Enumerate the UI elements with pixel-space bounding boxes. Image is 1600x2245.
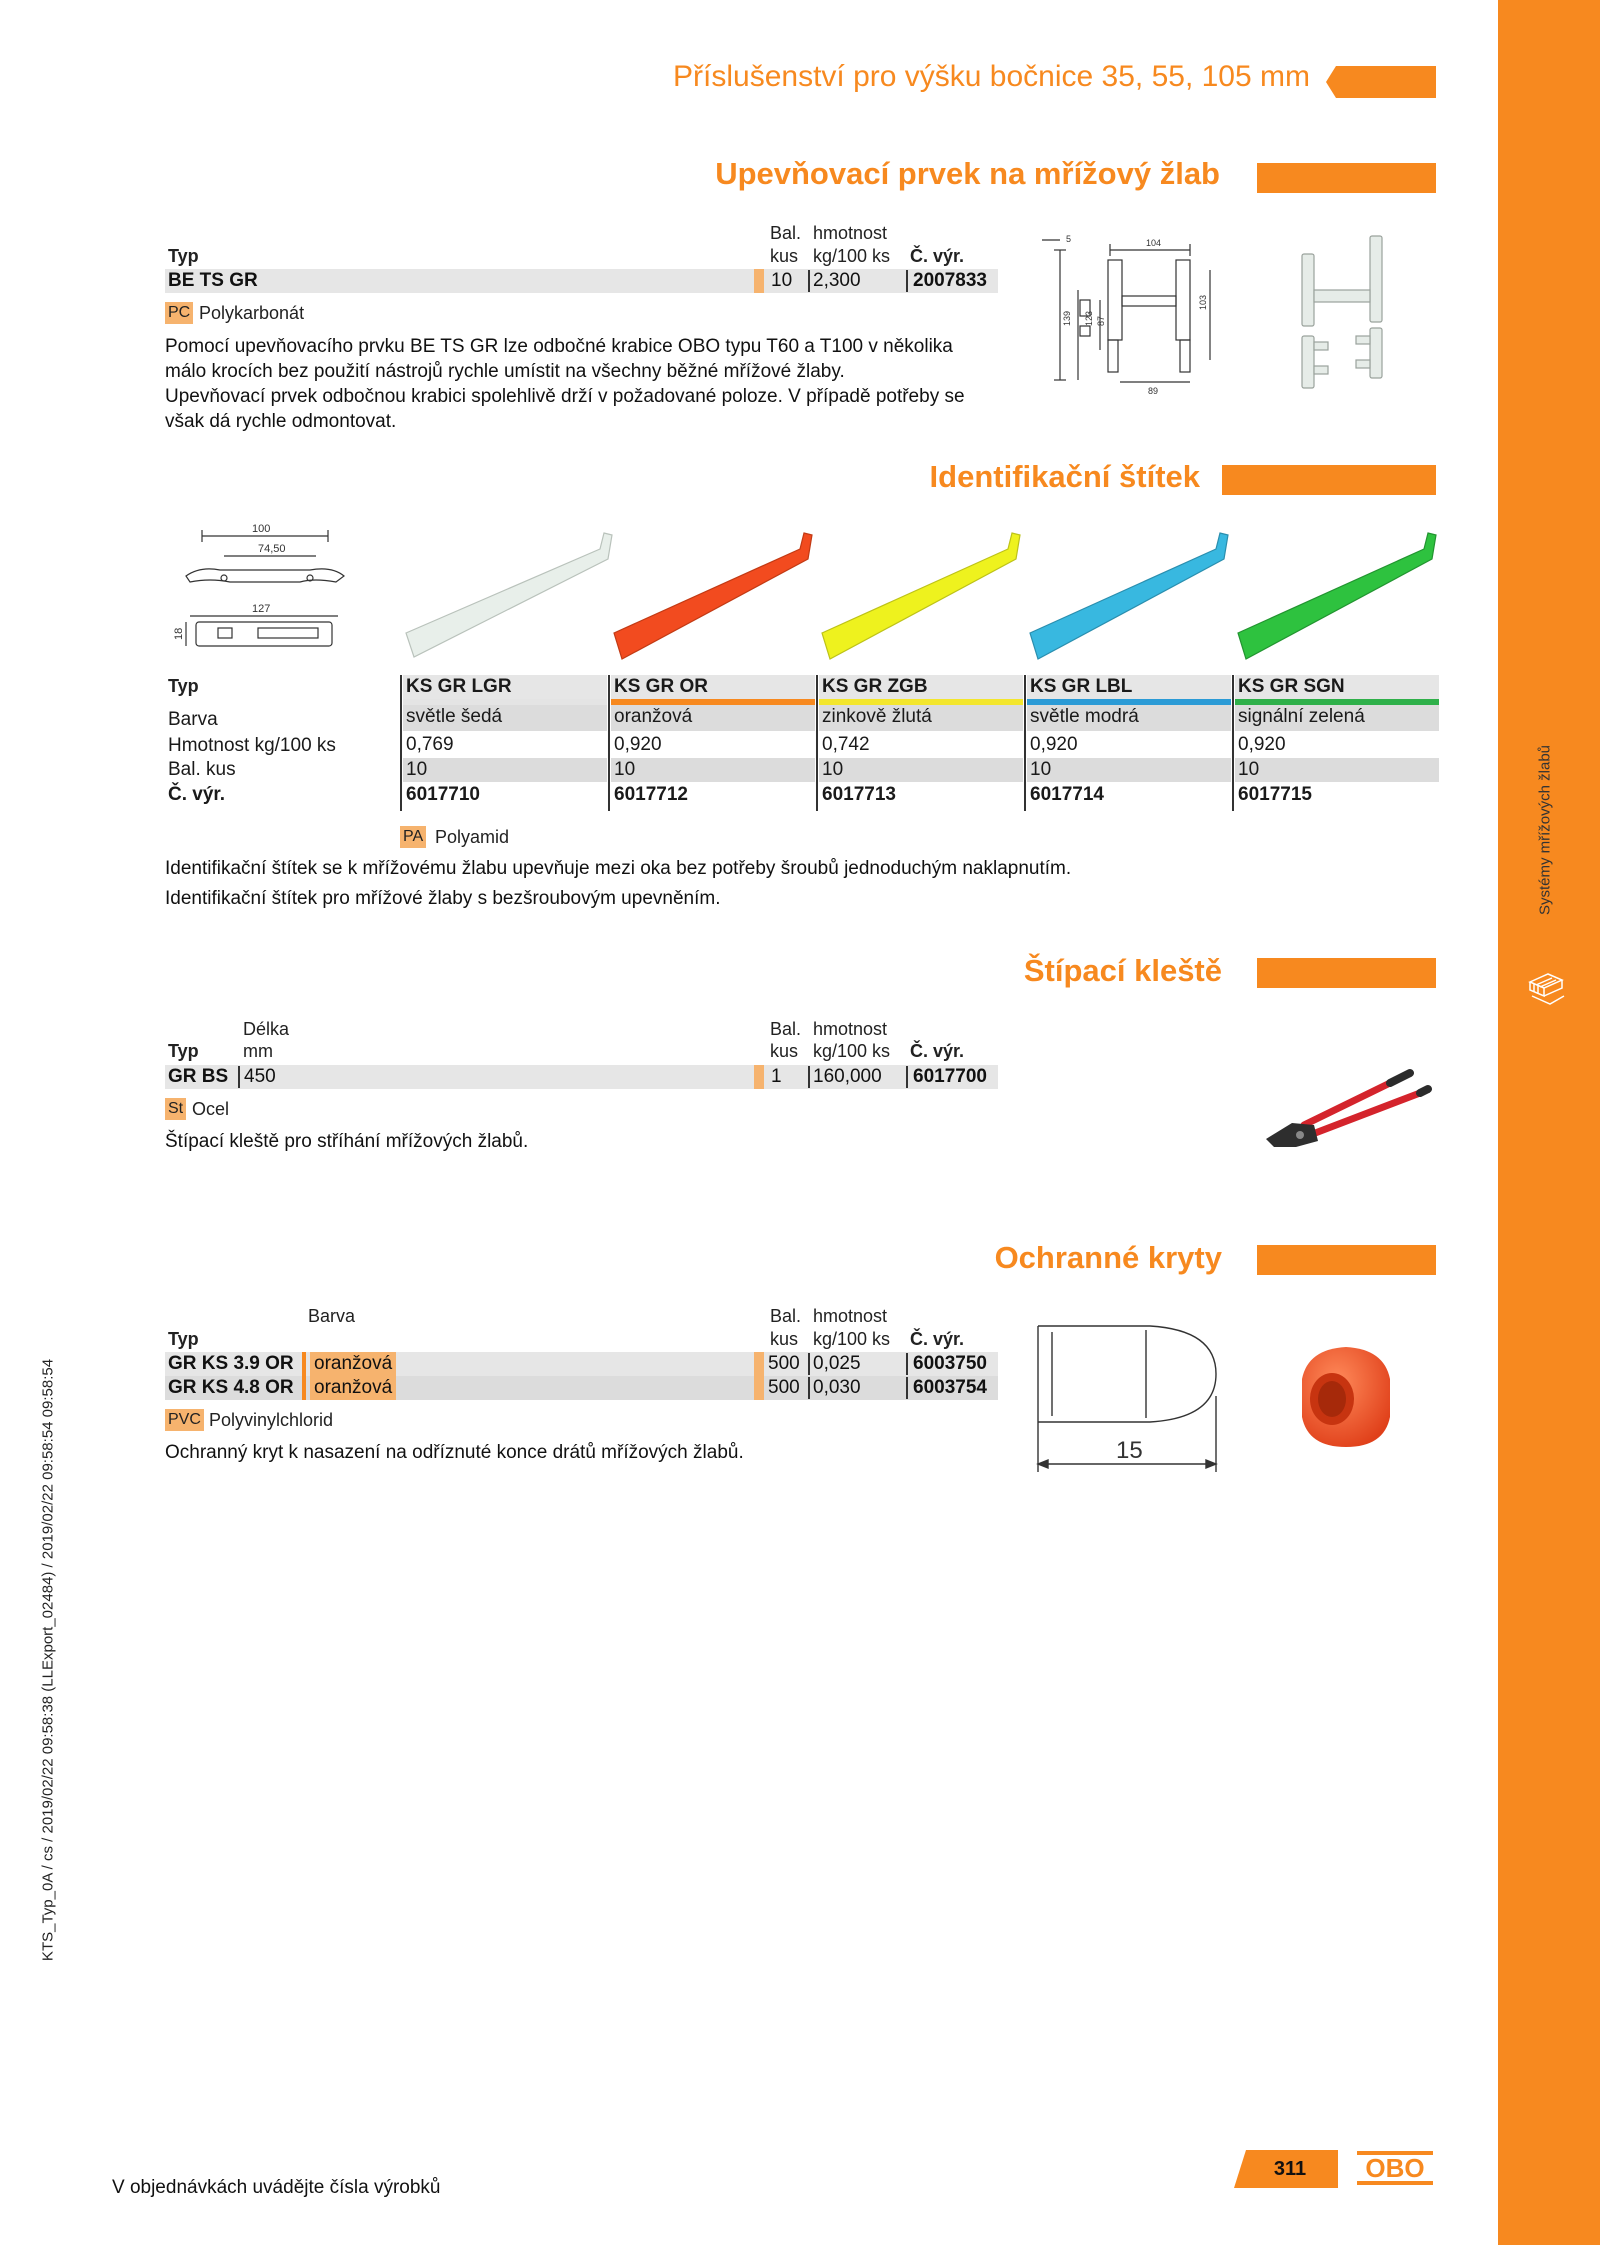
section-accent-bar <box>1257 958 1436 988</box>
cell-barva: oranžová <box>614 706 693 727</box>
col-header-delka: Délka <box>243 1019 290 1039</box>
material-name: Ocel <box>192 1099 230 1119</box>
cell-cvyr: 6017700 <box>913 1066 987 1087</box>
section-title-fixing-element: Upevňovací prvek na mřížový žlab <box>715 156 1220 191</box>
material-badge: PVC <box>165 1409 204 1431</box>
column-divider <box>816 675 818 811</box>
row-separator <box>754 269 764 293</box>
cell-hmotnost: 2,300 <box>813 270 861 291</box>
cell-cvyr: 2007833 <box>913 270 987 291</box>
section-accent-bar <box>1257 163 1436 193</box>
cell-hm: 0,920 <box>614 734 662 755</box>
col-header-bal: Bal. <box>770 223 802 243</box>
cell-bg <box>1235 758 1439 782</box>
column-divider <box>808 1353 810 1375</box>
col-header-cvyr: Č. výr. <box>910 1329 965 1349</box>
col-header-typ: Typ <box>168 1041 199 1061</box>
dim-label: 104 <box>1146 238 1162 248</box>
dim-label: 127 <box>252 603 271 615</box>
page-number: 311 <box>1273 2158 1307 2180</box>
cell-barva: zinkově žlutá <box>822 706 932 727</box>
tag-blue <box>1030 533 1228 659</box>
cell-bal: 10 <box>1238 759 1260 780</box>
cell-barva: světle šedá <box>406 706 503 727</box>
dim-label: 5 <box>1066 234 1072 244</box>
bolt-cutter-photo <box>1262 1065 1432 1155</box>
cell-barva: oranžová <box>310 1376 396 1400</box>
cell-typ: KS GR LBL <box>1030 676 1133 697</box>
cell-cvyr: 6017712 <box>614 784 688 805</box>
material-badge: PC <box>165 302 193 324</box>
description-line: však dá rychle odmontovat. <box>165 411 397 432</box>
dim-label: 100 <box>252 523 271 535</box>
description-line: Pomocí upevňovacího prvku BE TS GR lze odbočné krabice OBO typu T60 a T100 v několika <box>165 336 953 357</box>
col-header-typ: Typ <box>168 1329 199 1349</box>
cable-tray-icon <box>1526 968 1566 1008</box>
column-divider <box>1024 675 1026 811</box>
cell-barva: signální zelená <box>1238 706 1365 727</box>
id-tag-drawing <box>173 522 350 662</box>
material-name: Polyamid <box>435 827 510 847</box>
cell-bal: 1 <box>771 1066 782 1087</box>
description <box>165 334 965 434</box>
cell-typ: KS GR SGN <box>1238 676 1345 697</box>
column-divider <box>808 1377 810 1399</box>
dim-label: 103 <box>1198 294 1208 310</box>
material-name: Polyvinylchlorid <box>209 1410 334 1430</box>
orange-sidebar <box>1498 0 1600 2245</box>
page-header-title: Příslušenství pro výšku bočnice 35, 55, 105 mm <box>673 60 1310 93</box>
print-metadata: KTS_Typ_0A / cs / 2019/02/22 09:58:38 (LLExport_02484) / 2019/02/22 09:58:54 09:58:54 <box>39 1358 57 1962</box>
column-divider <box>808 1066 810 1088</box>
cell-hmotnost: 160,000 <box>813 1066 882 1087</box>
dim-label: 74,50 <box>258 543 286 555</box>
dim-label: 123 <box>1084 310 1094 326</box>
dim-label: 89 <box>1148 386 1159 396</box>
order-note: V objednávkách uvádějte čísla výrobků <box>112 2177 441 2198</box>
cell-bal: 10 <box>406 759 428 780</box>
id-tag-photos <box>400 525 1440 665</box>
col-header-cvyr: Č. výr. <box>910 1041 965 1061</box>
row-label-typ: Typ <box>168 676 199 696</box>
cell-bal: 10 <box>822 759 844 780</box>
cell-bal: 500 <box>768 1353 800 1374</box>
cell-hm: 0,920 <box>1030 734 1078 755</box>
cell-cvyr: 6003754 <box>913 1377 987 1398</box>
column-divider <box>1232 675 1234 811</box>
dim-label: 15 <box>1116 1437 1143 1464</box>
cell-bg <box>819 758 1023 782</box>
description-line: Upevňovací prvek odbočnou krabici spolehlivě drží v požadované poloze. V případě potřeby se <box>165 386 965 407</box>
fixing-element-drawing <box>1040 230 1230 400</box>
cell-hm: 0,769 <box>406 734 454 755</box>
col-header-kg: kg/100 ks <box>813 1041 891 1061</box>
cell-cvyr: 6017715 <box>1238 784 1312 805</box>
col-header-mm: mm <box>243 1041 273 1061</box>
cell-cvyr: 6003750 <box>913 1353 987 1374</box>
tag-orange <box>614 533 812 659</box>
row-separator <box>302 1352 306 1376</box>
col-header-hmotnost: hmotnost <box>813 1019 888 1039</box>
cell-cvyr: 6017710 <box>406 784 480 805</box>
column-divider <box>906 1377 908 1399</box>
tag-yellow <box>822 533 1020 659</box>
section-accent-bar <box>1222 465 1436 495</box>
dim-label: 139 <box>1062 310 1072 326</box>
dim-label: 87 <box>1096 315 1106 326</box>
cell-hm: 0,742 <box>822 734 870 755</box>
col-header-barva: Barva <box>308 1306 356 1326</box>
protective-cap-photo <box>1286 1335 1406 1455</box>
row-label-barva: Barva <box>168 709 218 730</box>
col-header-bal: Bal. <box>770 1019 802 1039</box>
col-header-cvyr: Č. výr. <box>910 246 965 266</box>
description-line: málo krocích bez použití nástrojů rychle umístit na všechny běžné mřížové žlaby. <box>165 361 845 382</box>
col-header-typ: Typ <box>168 246 199 266</box>
cell-hmotnost: 0,030 <box>813 1377 861 1398</box>
fixing-element-photo <box>1290 232 1390 396</box>
column-divider <box>608 675 610 811</box>
cell-barva: světle modrá <box>1030 706 1139 727</box>
material-name: Polykarbonát <box>199 303 305 323</box>
description-line: Identifikační štítek pro mřížové žlaby s bezšroubovým upevněním. <box>165 888 721 909</box>
sidebar-label: Systémy mřížových žlabů <box>1536 744 1554 916</box>
col-header-hmotnost: hmotnost <box>813 1306 888 1326</box>
tag-green <box>1238 533 1436 659</box>
section-title-protective-caps: Ochranné kryty <box>994 1240 1222 1275</box>
header-accent-tab <box>1326 66 1436 98</box>
cell-typ: KS GR OR <box>614 676 708 697</box>
column-divider <box>906 1353 908 1375</box>
row-separator <box>302 1376 306 1400</box>
cell-hm: 0,920 <box>1238 734 1286 755</box>
cell-typ: KS GR LGR <box>406 676 512 697</box>
column-divider <box>400 675 402 811</box>
obo-logo <box>1356 2150 1434 2186</box>
description: Štípací kleště pro stříhání mřížových žlabů. <box>165 1131 529 1152</box>
description: Ochranný kryt k nasazení na odříznuté konce drátů mřížových žlabů. <box>165 1442 744 1463</box>
cell-typ: KS GR ZGB <box>822 676 928 697</box>
column-divider <box>906 270 908 292</box>
section-title-id-tag: Identifikační štítek <box>929 459 1200 494</box>
tag-light-grey <box>406 533 612 657</box>
col-header-kg: kg/100 ks <box>813 246 891 266</box>
cell-bg <box>403 758 607 782</box>
table-row <box>165 269 998 293</box>
row-label-bal: Bal. kus <box>168 759 236 780</box>
cell-typ: BE TS GR <box>168 270 258 291</box>
cell-cvyr: 6017714 <box>1030 784 1104 805</box>
column-divider <box>808 270 810 292</box>
cell-bg <box>1027 758 1231 782</box>
section-accent-bar <box>1257 1245 1436 1275</box>
row-separator <box>754 1352 764 1376</box>
col-header-hmotnost: hmotnost <box>813 223 888 243</box>
cell-typ: GR KS 4.8 OR <box>168 1377 294 1398</box>
cell-bal: 10 <box>614 759 636 780</box>
cell-cvyr: 6017713 <box>822 784 896 805</box>
row-separator <box>754 1065 764 1089</box>
material-badge: PA <box>400 826 426 848</box>
cell-delka: 450 <box>244 1066 276 1087</box>
svg-text:OBO: OBO <box>1365 2153 1425 2183</box>
cell-bal: 10 <box>1030 759 1052 780</box>
description <box>165 856 1071 911</box>
col-header-bal: Bal. <box>770 1306 802 1326</box>
cell-typ: GR KS 3.9 OR <box>168 1353 294 1374</box>
column-divider <box>238 1066 240 1088</box>
description-line: Identifikační štítek se k mřížovému žlabu upevňuje mezi oka bez potřeby šroubů jednoduchým naklapnutím. <box>165 858 1072 879</box>
protective-cap-drawing <box>1030 1316 1230 1476</box>
row-separator <box>754 1376 764 1400</box>
row-label-hmotnost: Hmotnost kg/100 ks <box>168 735 336 756</box>
cell-barva: oranžová <box>310 1352 396 1376</box>
col-header-kus: kus <box>770 1329 799 1349</box>
cell-typ: GR BS <box>168 1066 229 1087</box>
col-header-kg: kg/100 ks <box>813 1329 891 1349</box>
cell-hmotnost: 0,025 <box>813 1353 861 1374</box>
section-title-cutters: Štípací kleště <box>1023 953 1222 988</box>
cell-bal: 500 <box>768 1377 800 1398</box>
dim-label: 18 <box>173 627 185 640</box>
column-divider <box>906 1066 908 1088</box>
material-badge: St <box>165 1098 186 1120</box>
row-label-cvyr: Č. výr. <box>168 784 226 805</box>
col-header-kus: kus <box>770 246 799 266</box>
cell-bg <box>611 758 815 782</box>
cell-bal: 10 <box>771 270 793 291</box>
col-header-kus: kus <box>770 1041 799 1061</box>
